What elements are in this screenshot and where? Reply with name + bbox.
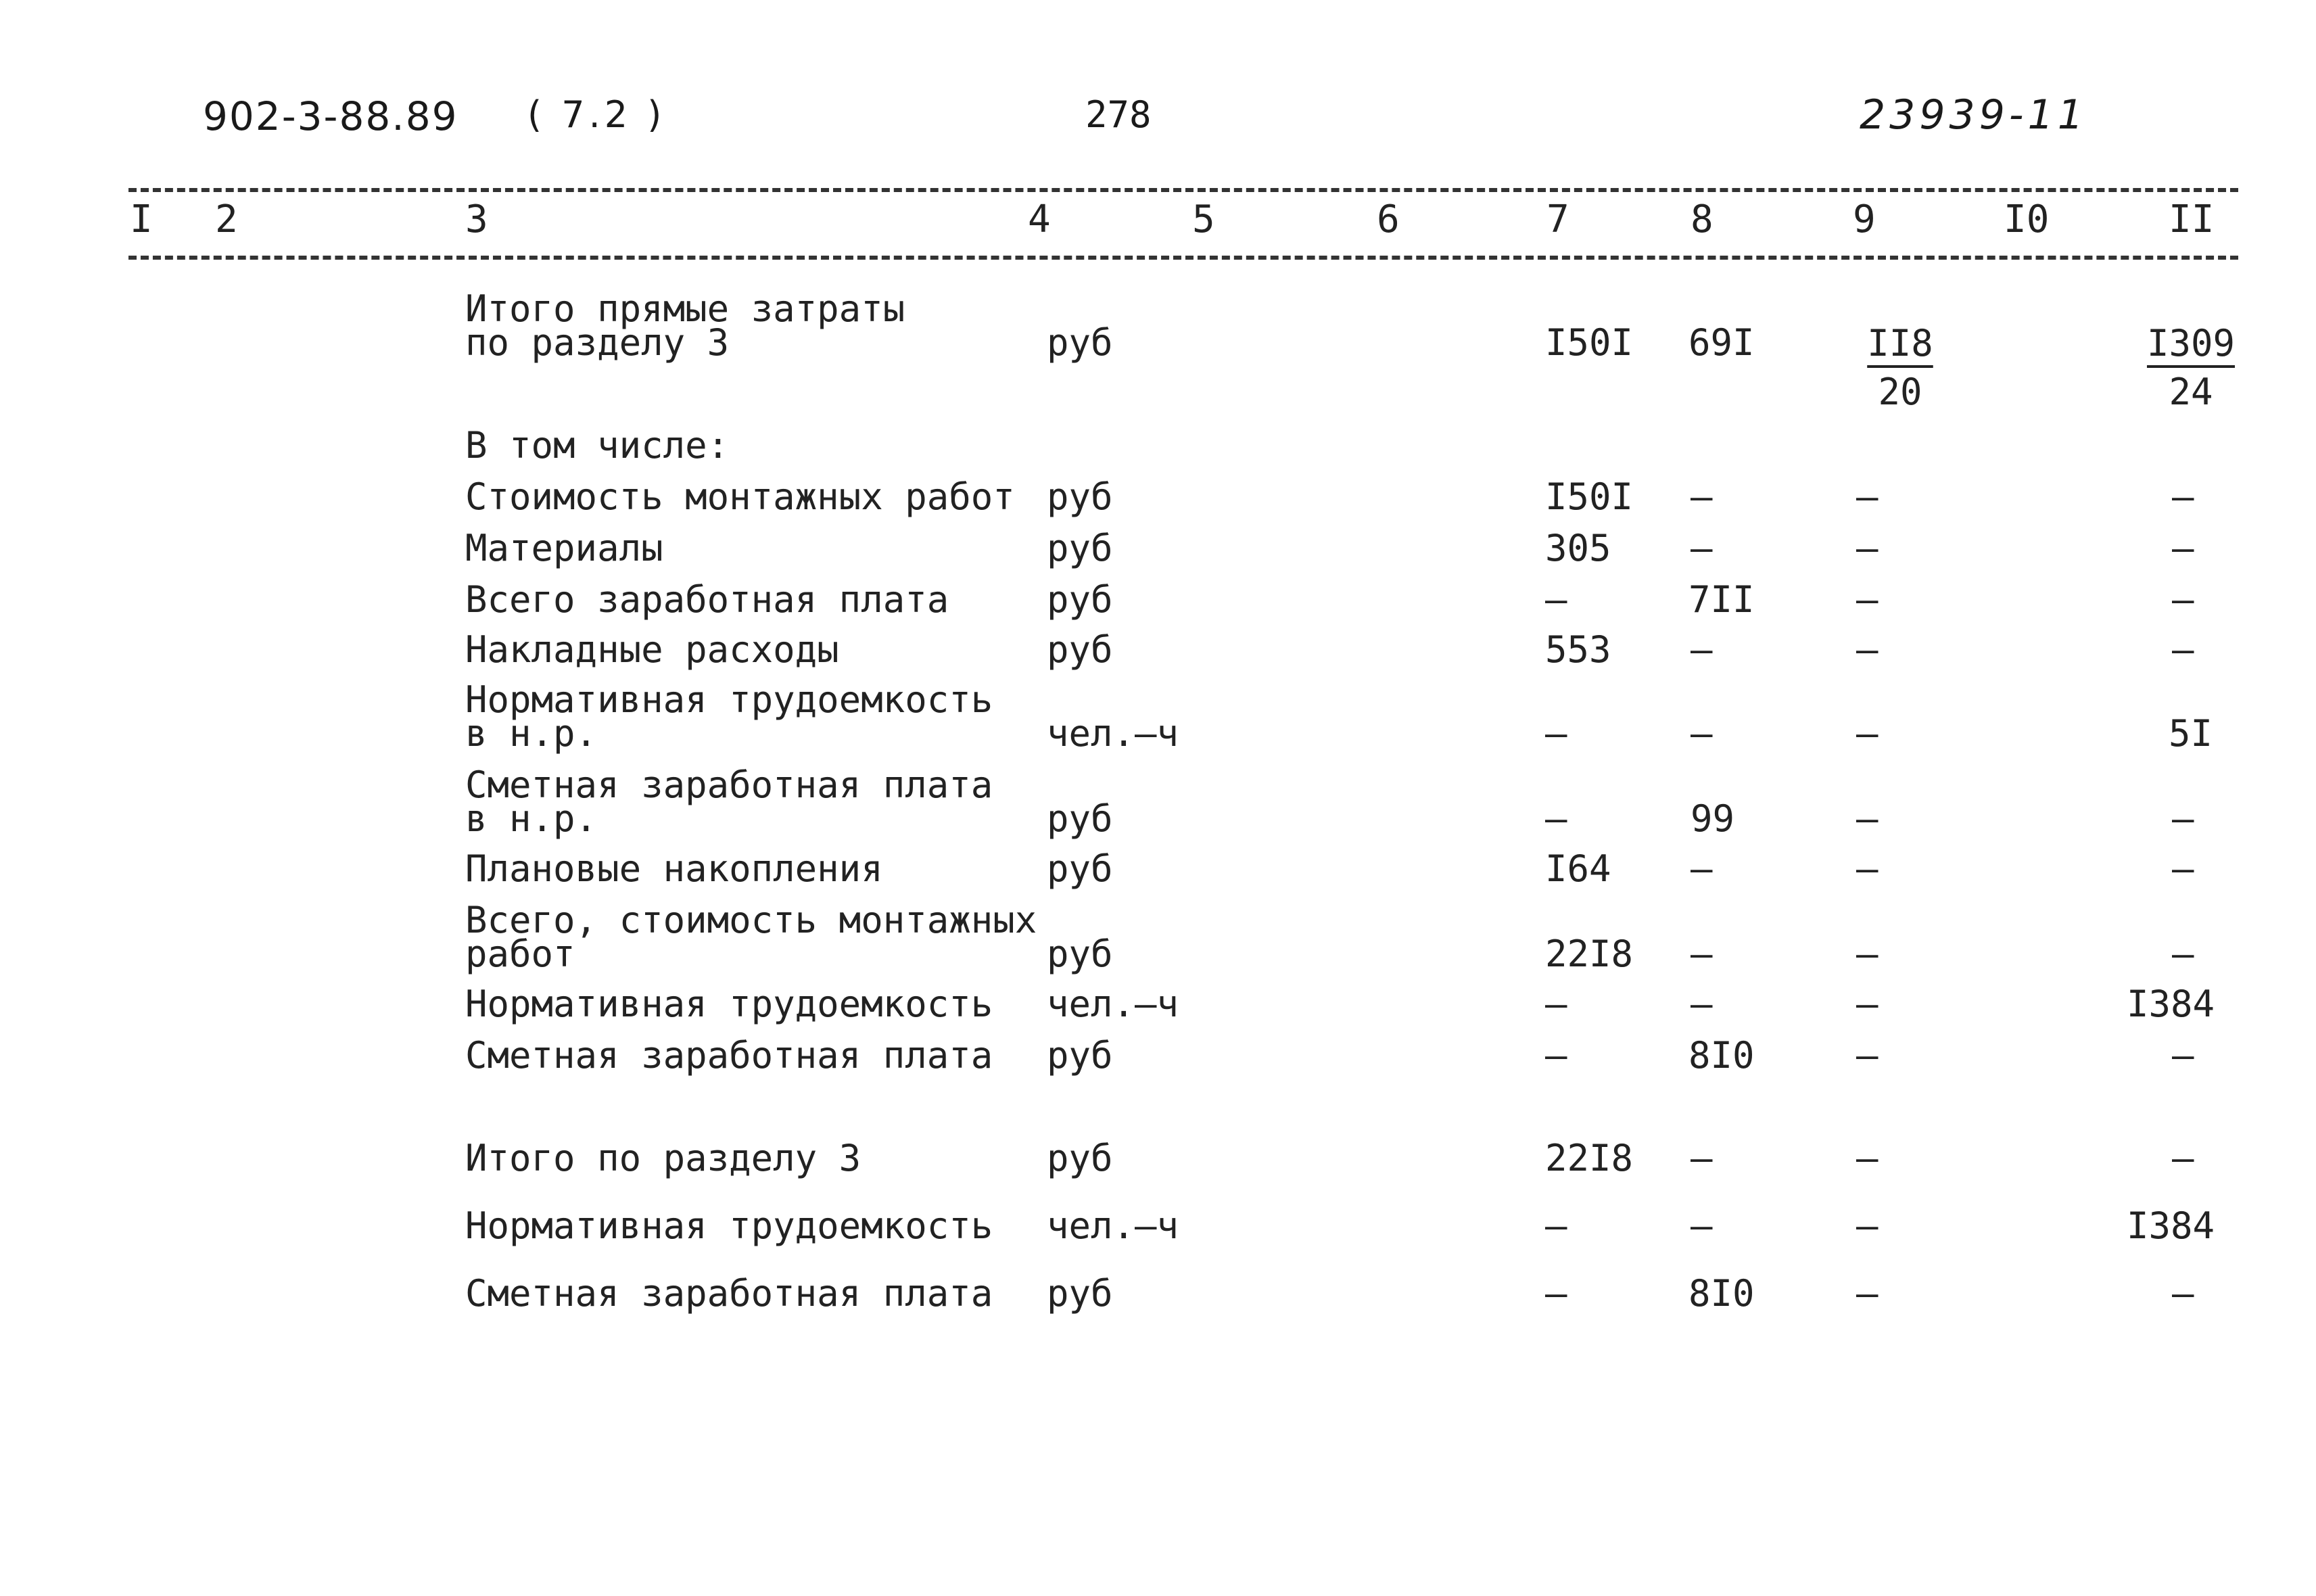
column-number-4: 4	[1028, 197, 1051, 241]
unit-cell: руб	[1047, 475, 1113, 518]
col11-cell: –	[2172, 1034, 2194, 1077]
col7-cell: –	[1545, 983, 1567, 1025]
document-code: 902-3-88.89	[203, 93, 458, 139]
col9-cell: –	[1856, 933, 1878, 975]
col11-cell: –	[2172, 628, 2194, 671]
col7-cell: 22I8	[1545, 933, 1634, 975]
col8-cell: –	[1691, 628, 1713, 671]
row-label-line: работ	[465, 933, 575, 975]
row-label-line: Материалы	[465, 527, 663, 569]
col8-cell: 7II	[1688, 578, 1755, 621]
col9-cell: –	[1856, 475, 1878, 518]
column-number-3: 3	[465, 197, 488, 241]
col8-cell: –	[1691, 1204, 1713, 1247]
col7-cell: I64	[1545, 847, 1611, 890]
row-label-line: Итого по разделу 3	[465, 1137, 861, 1179]
col11-cell: –	[2172, 933, 2194, 975]
col11-cell: –	[2172, 475, 2194, 518]
col11-cell: –	[2172, 847, 2194, 890]
unit-cell: руб	[1047, 933, 1113, 975]
col9-cell: –	[1856, 578, 1878, 621]
unit-cell: чел.–ч	[1047, 712, 1179, 755]
row-label-line: В том числе:	[465, 424, 730, 467]
unit-cell: руб	[1047, 1034, 1113, 1077]
unit-cell: руб	[1047, 628, 1113, 671]
unit-cell: чел.–ч	[1047, 1204, 1179, 1247]
col7-cell: I50I	[1545, 321, 1634, 364]
row-label-line: по разделу 3	[465, 321, 730, 364]
col8-cell: 99	[1691, 797, 1735, 840]
column-number-6: 6	[1377, 197, 1400, 241]
row-label-line: в н.р.	[465, 797, 598, 840]
unit-cell: чел.–ч	[1047, 983, 1179, 1025]
col11-numerator: I309	[2146, 322, 2236, 365]
col11-cell: I384	[2127, 983, 2215, 1025]
column-number-2: 2	[215, 197, 238, 241]
col9-cell: –	[1856, 628, 1878, 671]
column-number-8: 8	[1691, 197, 1714, 241]
col9-cell: –	[1856, 983, 1878, 1025]
col9-numerator: II8	[1867, 322, 1933, 365]
sheet-reference: ( 7.2 )	[527, 93, 666, 136]
unit-cell: руб	[1047, 797, 1113, 840]
inventory-number: 23939-11	[1860, 91, 2087, 139]
col8-cell: –	[1691, 712, 1713, 755]
col9-cell: –	[1856, 1137, 1878, 1179]
col7-cell: –	[1545, 797, 1567, 840]
unit-cell: руб	[1047, 578, 1113, 621]
page-number: 278	[1085, 93, 1152, 136]
col11-denominator: 24	[2169, 371, 2213, 413]
column-number-10: I0	[2004, 197, 2050, 241]
col7-cell: –	[1545, 1204, 1567, 1247]
row-label-line: Нормативная трудоемкость	[465, 678, 993, 721]
col7-cell: I50I	[1545, 475, 1634, 518]
col8-cell: 8I0	[1688, 1034, 1755, 1077]
col11-cell: –	[2172, 578, 2194, 621]
row-label-line: Итого прямые затраты	[465, 287, 905, 330]
table-top-rule	[128, 188, 2238, 192]
row-label-line: Всего заработная плата	[465, 578, 949, 621]
col9-cell: –	[1856, 1204, 1878, 1247]
row-label-line: Сметная заработная плата	[465, 1034, 993, 1077]
col11-cell: –	[2172, 1137, 2194, 1179]
col11-fraction	[2144, 322, 2238, 413]
row-label-line: Накладные расходы	[465, 628, 839, 671]
col9-cell: –	[1856, 527, 1878, 569]
col8-cell: –	[1691, 475, 1713, 518]
table-header-rule	[128, 256, 2238, 260]
row-label-line: Нормативная трудоемкость	[465, 983, 993, 1025]
row-label-line: Сметная заработная плата	[465, 1272, 993, 1315]
row-label-line: Всего, стоимость монтажных	[465, 899, 1037, 941]
col11-cell: I384	[2127, 1204, 2215, 1247]
unit-cell: руб	[1047, 321, 1113, 364]
row-label-line: Плановые накопления	[465, 847, 883, 890]
unit-cell: руб	[1047, 1272, 1113, 1315]
col8-cell: 69I	[1688, 321, 1755, 364]
col8-cell: –	[1691, 847, 1713, 890]
row-label-line: Стоимость монтажных работ	[465, 475, 1015, 518]
column-number-9: 9	[1853, 197, 1876, 241]
col7-cell: –	[1545, 712, 1567, 755]
column-number-11: II	[2169, 197, 2215, 241]
col8-cell: –	[1691, 933, 1713, 975]
col7-cell: –	[1545, 1272, 1567, 1315]
col8-cell: –	[1691, 527, 1713, 569]
col11-cell: –	[2172, 797, 2194, 840]
row-label-line: в н.р.	[465, 712, 598, 755]
column-number-5: 5	[1192, 197, 1215, 241]
col9-cell: –	[1856, 1034, 1878, 1077]
col9-cell: –	[1856, 1272, 1878, 1315]
col11-cell: 5I	[2169, 712, 2213, 755]
row-label-line: Сметная заработная плата	[465, 764, 993, 806]
col11-cell: –	[2172, 1272, 2194, 1315]
col7-cell: 305	[1545, 527, 1611, 569]
col9-cell: –	[1856, 797, 1878, 840]
col9-fraction	[1853, 322, 1947, 413]
unit-cell: руб	[1047, 1137, 1113, 1179]
col9-cell: –	[1856, 712, 1878, 755]
col7-cell: 553	[1545, 628, 1611, 671]
col8-cell: 8I0	[1688, 1272, 1755, 1315]
col7-cell: –	[1545, 578, 1567, 621]
col9-cell: –	[1856, 847, 1878, 890]
unit-cell: руб	[1047, 847, 1113, 890]
unit-cell: руб	[1047, 527, 1113, 569]
column-number-1: I	[130, 197, 153, 241]
col8-cell: –	[1691, 1137, 1713, 1179]
col7-cell: 22I8	[1545, 1137, 1634, 1179]
col8-cell: –	[1691, 983, 1713, 1025]
col7-cell: –	[1545, 1034, 1567, 1077]
row-label-line: Нормативная трудоемкость	[465, 1204, 993, 1247]
col11-cell: –	[2172, 527, 2194, 569]
col9-denominator: 20	[1878, 371, 1922, 413]
column-number-7: 7	[1546, 197, 1569, 241]
